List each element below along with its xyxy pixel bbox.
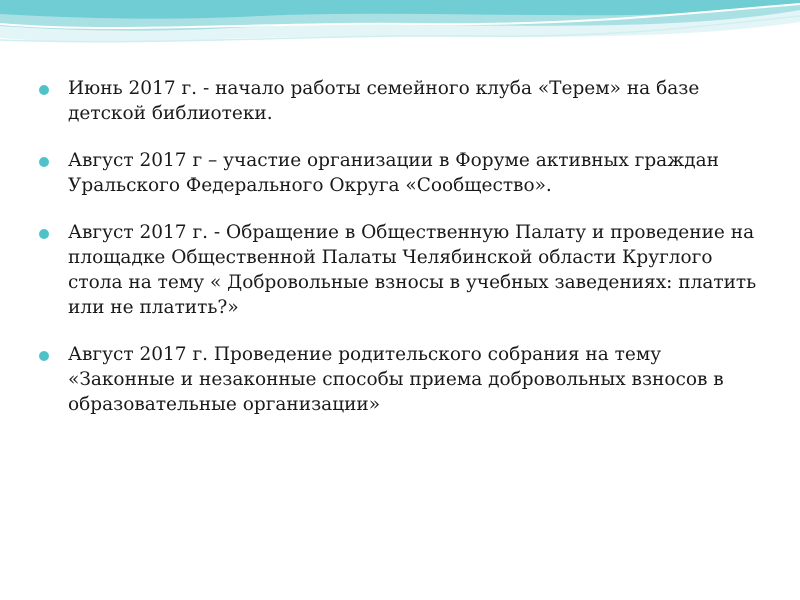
bullet-text: Август 2017 г – участие организации в Форуме активных граждан Уральского Федерального Округа «Сообщество». [68, 150, 719, 196]
bullet-text: Август 2017 г. Проведение родительского собрания на тему «Законные и незаконные способы приема добровольных взносов в образовательные организации» [68, 344, 724, 415]
slide-body [36, 76, 766, 439]
bullet-text: Июнь 2017 г. - начало работы семейного клуба «Терем» на базе детской библиотеки. [68, 78, 700, 124]
bullet-item [36, 220, 766, 320]
bullet-dot-icon [39, 85, 49, 95]
bullet-item [36, 148, 766, 198]
bullet-dot-icon [39, 157, 49, 167]
bullet-dot-icon [39, 229, 49, 239]
bullet-dot-icon [39, 351, 49, 361]
wave-header-decoration [0, 0, 800, 80]
bullet-item [36, 342, 766, 417]
bullet-text: Август 2017 г. - Обращение в Общественную Палату и проведение на площадке Общественной Палаты Челябинской области Круглого стола на тему « Добровольные взносы в учебных заведениях: платить или не платить?» [68, 222, 757, 318]
bullet-list [36, 76, 766, 417]
bullet-item [36, 76, 766, 126]
